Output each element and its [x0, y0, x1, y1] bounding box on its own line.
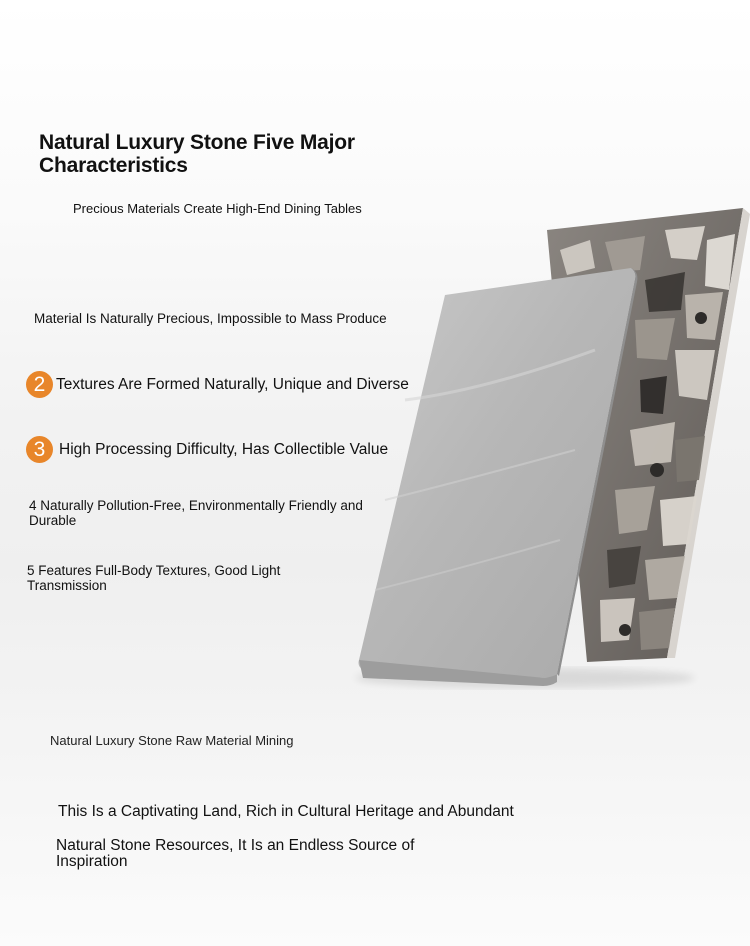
page-title: Natural Luxury Stone Five Major Characteristics [39, 131, 355, 177]
mining-heading: Natural Luxury Stone Raw Material Mining [50, 733, 294, 748]
feature-text: Textures Are Formed Naturally, Unique and Diverse [56, 375, 409, 393]
feature-text: Material Is Naturally Precious, Impossible to Mass Produce [34, 311, 387, 326]
feature-text: 5 Features Full-Body Textures, Good Light Transmission [27, 563, 281, 593]
feature-item-4 [29, 498, 369, 528]
feature-text: High Processing Difficulty, Has Collectible Value [59, 440, 389, 458]
page-subtitle: Precious Materials Create High-End Dining Tables [73, 201, 362, 216]
feature-item-1 [34, 311, 387, 327]
number-badge-icon: 2 [26, 371, 53, 398]
mining-description-line-2: Natural Stone Resources, It Is an Endless Source of Inspiration [56, 837, 415, 870]
stone-slabs-image [345, 200, 750, 700]
feature-item-3 [26, 436, 388, 463]
mining-description-line-1: This Is a Captivating Land, Rich in Cultural Heritage and Abundant [58, 803, 514, 820]
feature-text: 4 Naturally Pollution-Free, Environmentally Friendly and Durable [29, 498, 363, 528]
number-badge-icon: 3 [26, 436, 53, 463]
feature-item-5 [27, 563, 317, 593]
